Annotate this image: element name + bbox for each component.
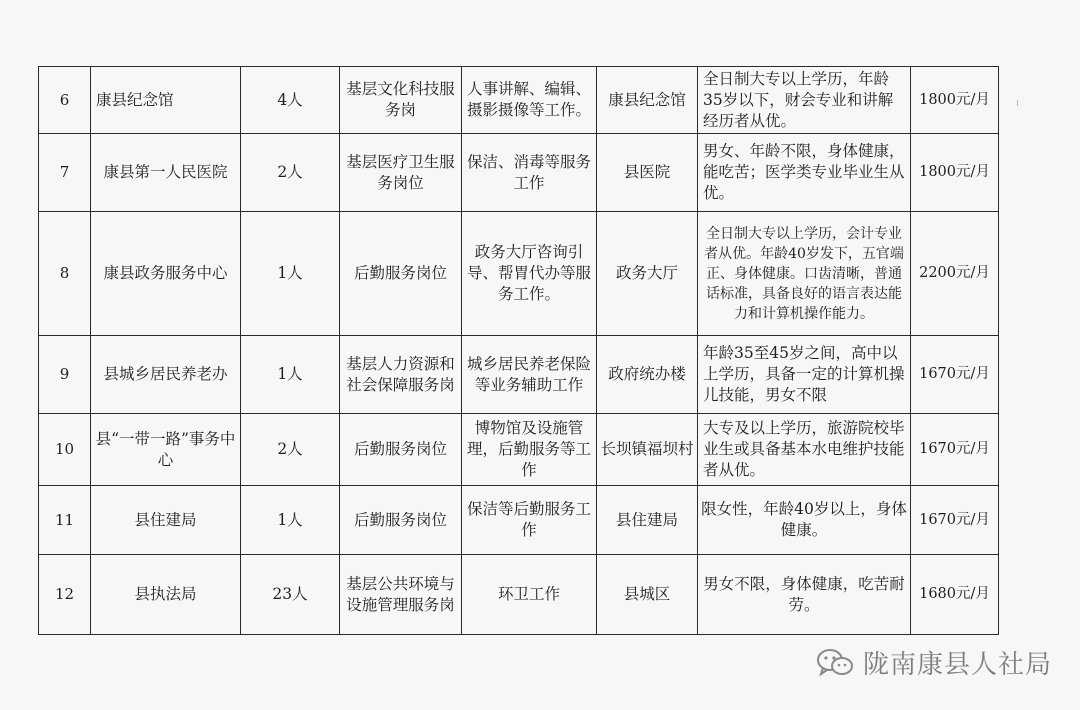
job-requirements: 男女不限，身体健康，吃苦耐劳。: [698, 555, 911, 635]
row-number: 7: [39, 134, 91, 212]
headcount: 1人: [241, 212, 340, 336]
job-duties: 城乡居民养老保险等业务辅助工作: [462, 336, 597, 414]
unit-name: 县“一带一路”事务中心: [91, 414, 241, 486]
unit-name: 康县政务服务中心: [91, 212, 241, 336]
job-requirements: 年龄35至45岁之间，高中以上学历，具备一定的计算机操儿技能，男女不限: [698, 336, 911, 414]
salary: 2200元/月: [911, 212, 999, 336]
unit-name: 县住建局: [91, 486, 241, 555]
table-row: [39, 134, 999, 212]
salary: 1680元/月: [911, 555, 999, 635]
position-name: 基层公共环境与设施管理服务岗: [340, 555, 462, 635]
unit-name: 康县纪念馆: [91, 67, 241, 134]
job-requirements: 男女、年龄不限，身体健康，能吃苦；医学类专业毕业生从优。: [698, 134, 911, 212]
unit-name: 县城乡居民养老办: [91, 336, 241, 414]
row-number: 6: [39, 67, 91, 134]
headcount: 23人: [241, 555, 340, 635]
salary: 1800元/月: [911, 134, 999, 212]
row-number: 9: [39, 336, 91, 414]
work-location: 康县纪念馆: [597, 67, 698, 134]
row-number: 11: [39, 486, 91, 555]
row-number: 8: [39, 212, 91, 336]
job-duties: 保洁、消毒等服务工作: [462, 134, 597, 212]
salary: 1670元/月: [911, 414, 999, 486]
job-duties: 保洁等后勤服务工作: [462, 486, 597, 555]
recruitment-table: [38, 66, 999, 635]
unit-name: 康县第一人民医院: [91, 134, 241, 212]
job-requirements: 大专及以上学历，旅游院校毕业生或具备基本水电维护技能者从优。: [698, 414, 911, 486]
job-duties: 人事讲解、编辑、摄影摄像等工作。: [462, 67, 597, 134]
work-location: 县医院: [597, 134, 698, 212]
headcount: 1人: [241, 486, 340, 555]
work-location: 长坝镇福坝村: [597, 414, 698, 486]
position-name: 后勤服务岗位: [340, 486, 462, 555]
position-name: 基层医疗卫生服务岗位: [340, 134, 462, 212]
position-name: 后勤服务岗位: [340, 414, 462, 486]
wechat-icon: [815, 647, 855, 679]
job-duties: 博物馆及设施管理，后勤服务等工作: [462, 414, 597, 486]
row-number: 10: [39, 414, 91, 486]
headcount: 4人: [241, 67, 340, 134]
table-row: [39, 212, 999, 336]
work-location: 县城区: [597, 555, 698, 635]
work-location: 政府统办楼: [597, 336, 698, 414]
position-name: 后勤服务岗位: [340, 212, 462, 336]
table-row: [39, 67, 999, 134]
job-requirements: 全日制大专以上学历，年龄35岁以下，财会专业和讲解经历者从优。: [698, 67, 911, 134]
work-location: 县住建局: [597, 486, 698, 555]
watermark-text: 陇南康县人社局: [862, 650, 1052, 680]
table-row: [39, 414, 999, 486]
job-requirements: 全日制大专以上学历，会计专业者从优。年龄40岁发下，五官端正、身体健康。口齿清晰，普通话标准，具备良好的语言表达能力和计算机操作能力。: [698, 212, 911, 336]
headcount: 2人: [241, 414, 340, 486]
row-number: 12: [39, 555, 91, 635]
table-row: [39, 486, 999, 555]
salary: 1670元/月: [911, 486, 999, 555]
unit-name: 县执法局: [91, 555, 241, 635]
work-location: 政务大厅: [597, 212, 698, 336]
headcount: 1人: [241, 336, 340, 414]
table-row: [39, 555, 999, 635]
job-duties: 环卫工作: [462, 555, 597, 635]
position-name: 基层文化科技服务岗: [340, 67, 462, 134]
table-row: [39, 336, 999, 414]
salary: 1670元/月: [911, 336, 999, 414]
watermark: [815, 644, 1052, 681]
position-name: 基层人力资源和社会保障服务岗: [340, 336, 462, 414]
headcount: 2人: [241, 134, 340, 212]
scan-mark: [1013, 100, 1018, 106]
job-requirements: 限女性，年龄40岁以上，身体健康。: [698, 486, 911, 555]
job-duties: 政务大厅咨询引导、帮胃代办等服务工作。: [462, 212, 597, 336]
salary: 1800元/月: [911, 67, 999, 134]
